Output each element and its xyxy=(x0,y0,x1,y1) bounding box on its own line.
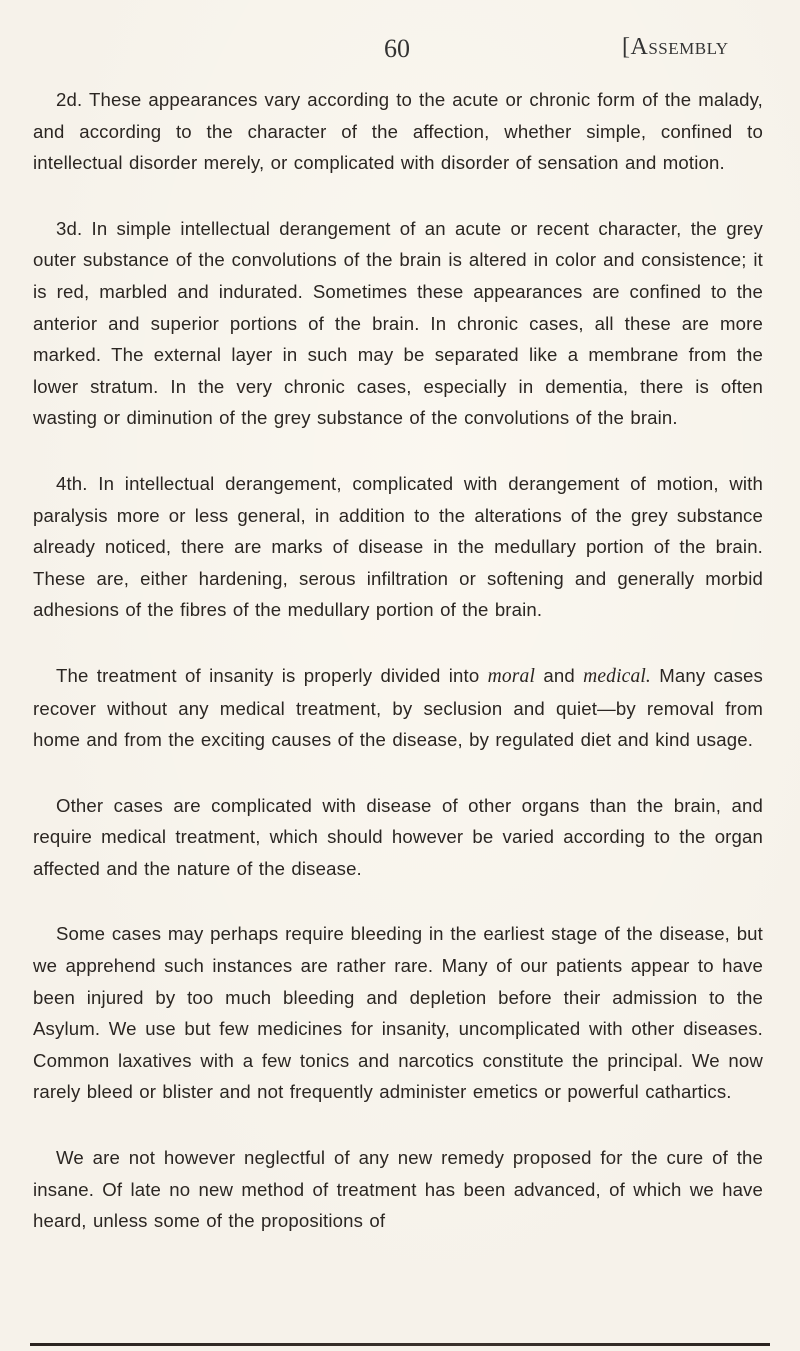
treatment-text-end: Many cases recover without any medical treatment, by seclusion and quiet—by removal from home and from the exciting causes of the disease, by regulated diet and kind usage. xyxy=(33,664,763,751)
medical-term: medical. xyxy=(583,665,651,687)
page-number: 60 xyxy=(384,34,410,63)
paragraph-simple-derangement: 3d. In simple intellectual derangement of an acute or recent character, the grey outer substance of the convolutions of the brain is altered in color and consistence; it is red, marbled and indurated. Sometimes these appearances are confined to the anterior and superior portions of the brain. In chronic cases, all these are more marked. The external layer in such may be separated like a membrane from the lower stratum. In the very chronic cases, especially in dementia, there is often wasting or diminution of the grey substance of the convolutions of the brain. xyxy=(33,217,763,429)
paragraph-other-cases: Other cases are complicated with disease of other organs than the brain, and require medical treatment, which should however be varied according to the organ affected and the nature of the disease. xyxy=(33,794,763,879)
moral-term: moral xyxy=(487,665,536,687)
page-header xyxy=(0,34,800,74)
body-text xyxy=(33,84,763,1237)
treatment-text-and: and xyxy=(535,664,584,686)
paragraph-treatment xyxy=(33,660,763,756)
bottom-edge-rule xyxy=(30,1343,770,1346)
treatment-text-start: The treatment of insanity is properly divided into xyxy=(56,664,488,686)
paragraph-appearances-vary: 2d. These appearances vary according to the acute or chronic form of the malady, and according to the character of the affection, whether simple, confined to intellectual disorder merely, or complicated with disorder of sensation and motion. xyxy=(33,89,763,174)
paragraph-new-remedy: We are not however neglectful of any new remedy proposed for the cure of the insane. Of late no new method of treatment has been advanced, of which we have heard, unless some of the propositions of xyxy=(33,1147,763,1232)
running-head: [Assembly xyxy=(622,34,729,60)
paragraph-complicated-derangement: 4th. In intellectual derangement, complicated with derangement of motion, with paralysis more or less general, in addition to the alterations of the grey substance already noticed, there are marks of disease in the medullary portion of the brain. These are, either hardening, serous infiltration or softening and generally morbid adhesions of the fibres of the medullary portion of the brain. xyxy=(33,472,763,621)
paragraph-bleeding: Some cases may perhaps require bleeding in the earliest stage of the disease, but we apprehend such instances are rather rare. Many of our patients appear to have been injured by too much bleeding and depletion before their admission to the Asylum. We use but few medicines for insanity, uncomplicated with other diseases. Common laxatives with a few tonics and narcotics constitute the principal. We now rarely bleed or blister and not frequently administer emetics or powerful cathartics. xyxy=(33,923,763,1103)
